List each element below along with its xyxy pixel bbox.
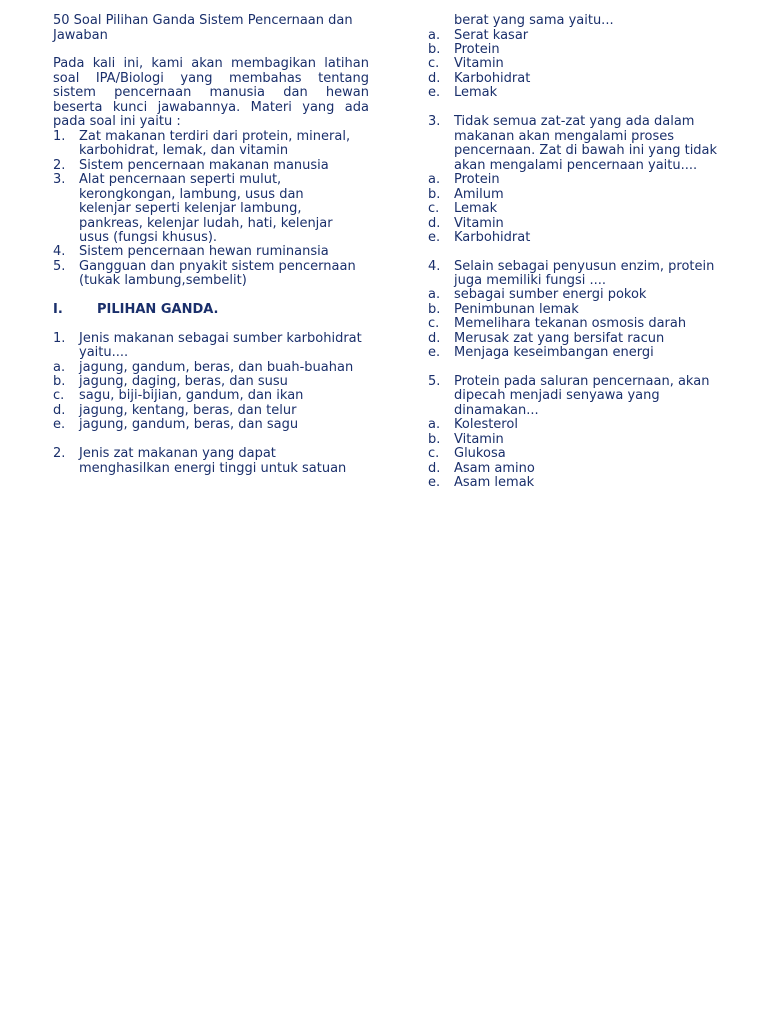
- section-marker: I.: [53, 302, 63, 317]
- option-letter: b.: [428, 302, 441, 317]
- question-text-line: akan mengalami pencernaan yaitu....: [454, 158, 698, 173]
- materi-marker: 4.: [53, 244, 66, 259]
- materi-item-line: Sistem pencernaan hewan ruminansia: [79, 244, 329, 259]
- question-number: 5.: [428, 374, 441, 389]
- option-text: Karbohidrat: [454, 71, 531, 86]
- option-letter: c.: [428, 56, 440, 71]
- option-letter: b.: [428, 432, 441, 447]
- option-text: Lemak: [454, 201, 498, 216]
- intro-line-1: Pada kali ini, kami akan membagikan latihan: [53, 56, 369, 71]
- option-text: Lemak: [454, 85, 498, 100]
- option-letter: a.: [428, 287, 441, 302]
- materi-item-line: kelenjar seperti kelenjar lambung,: [79, 201, 302, 216]
- option-text: Menjaga keseimbangan energi: [454, 345, 654, 360]
- question-text-line: Selain sebagai penyusun enzim, protein: [454, 259, 715, 274]
- question-text-line: juga memiliki fungsi ....: [454, 273, 606, 288]
- materi-item-line: Zat makanan terdiri dari protein, mineral,: [79, 129, 351, 144]
- question-number: 4.: [428, 259, 441, 274]
- option-letter: d.: [53, 403, 66, 418]
- intro-line-2: soal IPA/Biologi yang membahas tentang: [53, 71, 369, 86]
- question-number: 3.: [428, 114, 441, 129]
- option-text: Amilum: [454, 187, 504, 202]
- question-text-line: Tidak semua zat-zat yang ada dalam: [454, 114, 695, 129]
- question-text-line: yaitu....: [79, 345, 129, 360]
- option-text: jagung, gandum, beras, dan buah-buahan: [79, 360, 354, 375]
- option-letter: c.: [53, 388, 65, 403]
- section-heading: PILIHAN GANDA.: [97, 302, 219, 317]
- option-letter: e.: [428, 230, 441, 245]
- option-text: Glukosa: [454, 446, 506, 461]
- question-text-line: menghasilkan energi tinggi untuk satuan: [79, 461, 347, 476]
- option-letter: a.: [428, 417, 441, 432]
- question-text-line: berat yang sama yaitu...: [454, 13, 614, 28]
- option-letter: e.: [428, 85, 441, 100]
- materi-item-line: (tukak lambung,sembelit): [79, 273, 247, 288]
- intro-line-4: beserta kunci jawabannya. Materi yang ada: [53, 100, 369, 115]
- option-text: Protein: [454, 42, 500, 57]
- option-letter: d.: [428, 331, 441, 346]
- option-letter: d.: [428, 461, 441, 476]
- question-text-line: Jenis makanan sebagai sumber karbohidrat: [79, 331, 362, 346]
- document-title-line-2: Jawaban: [53, 28, 108, 43]
- materi-marker: 2.: [53, 158, 66, 173]
- option-letter: a.: [53, 360, 66, 375]
- option-text: Asam amino: [454, 461, 535, 476]
- option-text: Protein: [454, 172, 500, 187]
- option-text: Merusak zat yang bersifat racun: [454, 331, 665, 346]
- option-letter: c.: [428, 201, 440, 216]
- question-number: 1.: [53, 331, 66, 346]
- option-text: sagu, biji-bijian, gandum, dan ikan: [79, 388, 304, 403]
- option-letter: c.: [428, 316, 440, 331]
- intro-line-3: sistem pencernaan manusia dan hewan: [53, 85, 369, 100]
- option-text: Karbohidrat: [454, 230, 531, 245]
- materi-item-line: Gangguan dan pnyakit sistem pencernaan: [79, 259, 356, 274]
- materi-item-line: Sistem pencernaan makanan manusia: [79, 158, 329, 173]
- option-text: jagung, kentang, beras, dan telur: [79, 403, 297, 418]
- option-text: sebagai sumber energi pokok: [454, 287, 647, 302]
- option-letter: b.: [428, 42, 441, 57]
- option-text: Vitamin: [454, 56, 504, 71]
- materi-item-line: kerongkongan, lambung, usus dan: [79, 187, 304, 202]
- question-number: 2.: [53, 446, 66, 461]
- option-letter: e.: [53, 417, 66, 432]
- option-letter: b.: [53, 374, 66, 389]
- option-letter: e.: [428, 345, 441, 360]
- question-text-line: dipecah menjadi senyawa yang: [454, 388, 660, 403]
- materi-item-line: Alat pencernaan seperti mulut,: [79, 172, 282, 187]
- materi-marker: 3.: [53, 172, 66, 187]
- materi-item-line: karbohidrat, lemak, dan vitamin: [79, 143, 289, 158]
- option-letter: b.: [428, 187, 441, 202]
- materi-item-line: pankreas, kelenjar ludah, hati, kelenjar: [79, 216, 333, 231]
- option-text: Vitamin: [454, 216, 504, 231]
- option-text: jagung, gandum, beras, dan sagu: [79, 417, 299, 432]
- option-text: Kolesterol: [454, 417, 518, 432]
- question-text-line: Protein pada saluran pencernaan, akan: [454, 374, 710, 389]
- option-letter: d.: [428, 71, 441, 86]
- option-letter: d.: [428, 216, 441, 231]
- question-text-line: Jenis zat makanan yang dapat: [79, 446, 276, 461]
- materi-item-line: usus (fungsi khusus).: [79, 230, 218, 245]
- materi-marker: 1.: [53, 129, 66, 144]
- option-letter: c.: [428, 446, 440, 461]
- option-text: Memelihara tekanan osmosis darah: [454, 316, 687, 331]
- question-text-line: makanan akan mengalami proses: [454, 129, 674, 144]
- option-letter: a.: [428, 28, 441, 43]
- question-text-line: dinamakan...: [454, 403, 539, 418]
- option-letter: a.: [428, 172, 441, 187]
- option-text: Penimbunan lemak: [454, 302, 579, 317]
- intro-line-5: pada soal ini yaitu :: [53, 114, 181, 129]
- option-text: Asam lemak: [454, 475, 535, 490]
- question-text-line: pencernaan. Zat di bawah ini yang tidak: [454, 143, 718, 158]
- option-text: Vitamin: [454, 432, 504, 447]
- option-text: jagung, daging, beras, dan susu: [79, 374, 288, 389]
- materi-marker: 5.: [53, 259, 66, 274]
- option-text: Serat kasar: [454, 28, 529, 43]
- option-letter: e.: [428, 475, 441, 490]
- document-title-line-1: 50 Soal Pilihan Ganda Sistem Pencernaan dan: [53, 13, 353, 28]
